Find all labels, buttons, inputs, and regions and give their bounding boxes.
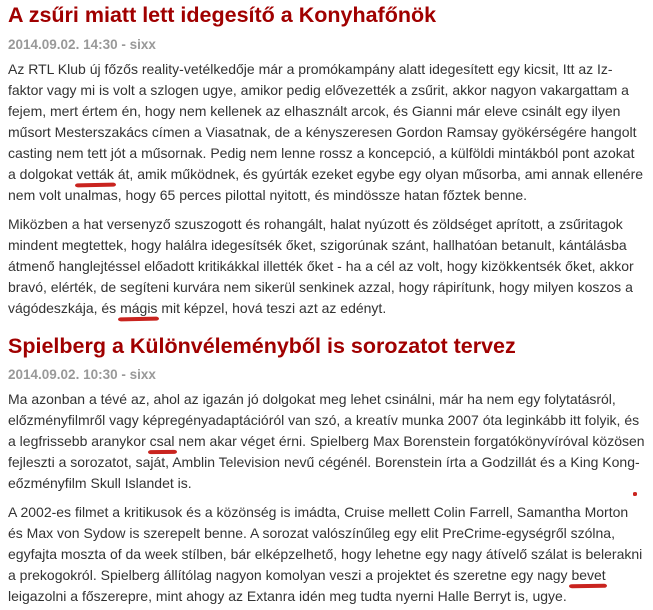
typo-marked-word: bevet — [571, 567, 606, 584]
article-title-link[interactable]: A zsűri miatt lett idegesítő a Konyhafőnök — [8, 3, 437, 27]
article-body — [8, 59, 645, 319]
typo-marked-word: csal — [149, 433, 175, 450]
typo-marked-word: vetták — [76, 165, 114, 182]
article — [8, 334, 645, 608]
text-segment: Miközben a hat versenyző szuszogott és rohangált, halat nyúzott és zöldséget aprított, a zsűritagok mindent megtettek, hogy halálra idegesítsék őket, szigorúnak szánt, hallhatóan betanult, kántálásba átmenő hanglejtéssel előadott kritikákkal illették őket - ha a cél az volt, hogy kizökkentsék őket, akkor bravó, elérték, de segíteni kurvára nem sikerül senkinek azzal, hogy rápirítunk, hogy milyen koszos a vágódeszkája, és — [8, 215, 634, 316]
article-title-link[interactable]: Spielberg a Különvéleményből is sorozatot tervez — [8, 333, 516, 358]
text-segment: Az RTL Klub új főzős reality-vetélkedője már a promókampány alatt idegesített egy kicsit, Itt az Iz-faktor vagy mi is volt a szlogen ugye, amikor pedig elővezették a zsűrit, akkor nagyon vakargattam a fejem, mert értem én, hogy nem kellenek az elhasznált arcok, és Gianni már eleve csinált egy ilyen műsort Mesterszakács címen a Viasatnak, de a kényszeresen Gordon Ramsay gyökérségére hangolt casting nem tett jót a műsornak. Pedig nem lenne rossz a koncepció, a külföldi mintákból pont azokat a dolgokat — [8, 60, 637, 182]
paragraph — [8, 59, 645, 206]
text-segment: Skull Islandet is. — [86, 475, 192, 492]
text-segment: leigazolni a főszerepre, mint ahogy az Extanra idén meg tudta nyerni Halle Berryt is, ugye. — [8, 588, 567, 605]
paragraph — [8, 214, 645, 319]
text-segment: nem akar véget érni. Spielberg Max Borenstein forgatókönyvíróval közösen fejleszti a sorozatot, saját, Amblin Television nevű cégénél. Borenstein írta a Godzillát és a King Kong — [8, 433, 645, 471]
paragraph — [8, 389, 645, 494]
text-segment: mit képzel, hová teszi azt az edényt. — [157, 299, 387, 316]
paragraph — [8, 502, 645, 607]
typo-marked-word: mágis — [120, 299, 158, 316]
typo-marked-word: -eőzményfilm — [8, 454, 640, 492]
article-body — [8, 389, 645, 607]
article-date: 2014.09.02. 14:30 - sixx — [8, 36, 156, 52]
text-segment: Ma azonban a tévé az, ahol az igazán jó dolgokat meg lehet csinálni, már ha nem egy folytatásról, előzményfilmről vagy képregényadaptációról van szó, a kreatív munka 2007 óta leginkább itt folyik, és a legfrissebb aranykor — [8, 391, 640, 450]
article — [8, 3, 645, 319]
text-segment: A 2002-es filmet a kritikusok és a közönség is imádta, Cruise mellett Colin Farrell, Samantha Morton és Max von Sydow is szerepelt benne. A sorozat valószínűleg egy elit PreCrime-egységről szólna, egyfajta moszta of da week stílben, bár elképzelhető, hogy lehetne egy nagy átívelő szálat is belerakni a prekogokról. Spielberg állítólag nagyon komolyan veszi a projektet és szeretne egy nagy — [8, 504, 643, 584]
text-segment: át, amik működnek, és gyúrták ezeket egybe egy olyan műsorba, ami annak ellenére nem volt unalmas, hogy 65 perces pilottal nyitott, és mindössze hatan főztek benne. — [8, 165, 644, 203]
article-date: 2014.09.02. 10:30 - sixx — [8, 367, 156, 383]
